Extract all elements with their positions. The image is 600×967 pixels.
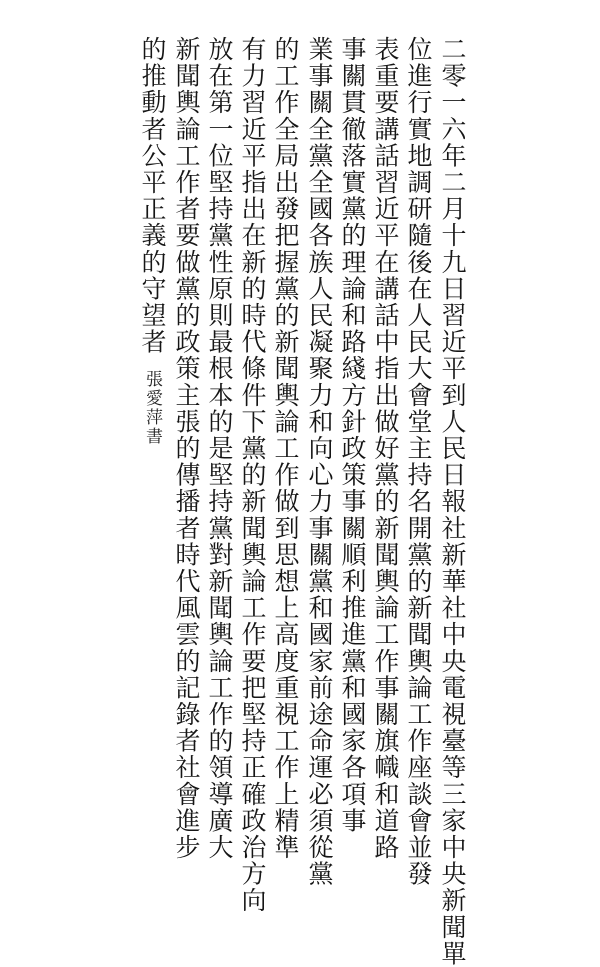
text-column-5: 業事關全黨全國各族人民凝聚力和向心力事關黨和國家前途命運必須從黨 bbox=[305, 36, 334, 888]
text-column-10: 的推動者公平正義的守望者 bbox=[138, 36, 167, 356]
text-column-7: 有力習近平指出在新的時代條件下黨的新聞輿論工作要把堅持正確政治方向 bbox=[238, 36, 267, 914]
text-column-4: 事關貫徹落實黨的理論和路綫方針政策事關順利推進黨和國家各項事 bbox=[338, 36, 367, 834]
text-column-8: 放在第一位堅持黨性原則最根本的是堅持黨對新聞輿論工作的領導廣大 bbox=[205, 36, 234, 861]
text-column-6: 的工作全局出發把握黨的新聞輿論工作做到思想上高度重視工作上精準 bbox=[271, 36, 300, 861]
text-column-9: 新聞輿論工作者要做黨的政策主張的傳播者時代風雲的記錄者社會進步 bbox=[172, 36, 201, 861]
artist-signature: 張愛萍書 bbox=[142, 370, 162, 446]
text-column-3: 表重要講話習近平在講話中指出做好黨的新聞輿論工作事關旗幟和道路 bbox=[371, 36, 400, 861]
text-column-2: 位進行實地調研隨後在人民大會堂主持名開黨的新聞輿論工作座談會並發 bbox=[404, 36, 433, 888]
text-column-1: 二零一六年二月十九日習近平到人民日報社新華社中央電視臺等三家中央新聞單 bbox=[438, 36, 467, 967]
